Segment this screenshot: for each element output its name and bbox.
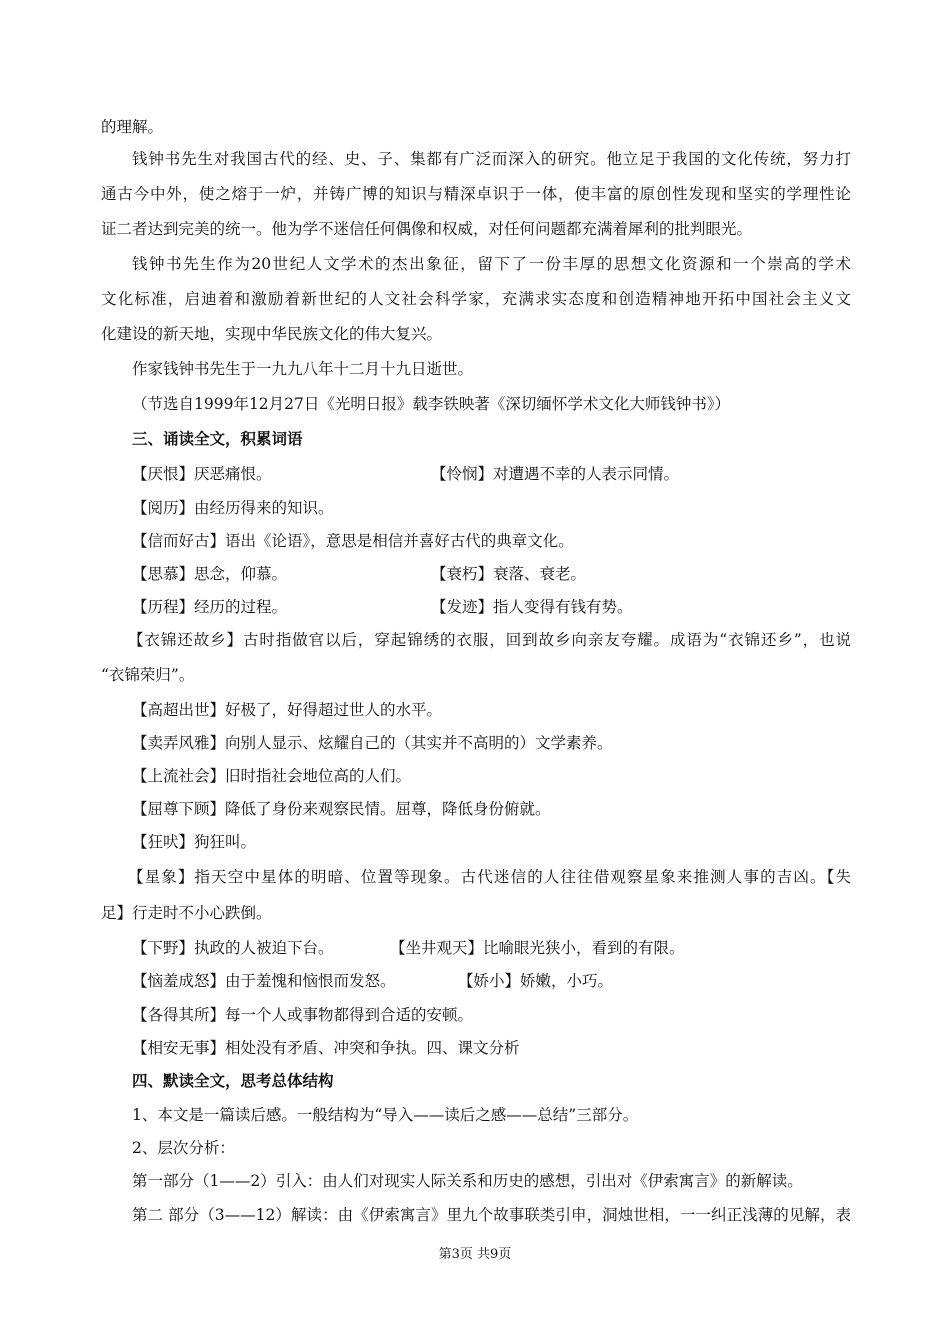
vocab-entry: 【阅历】由经历得来的知识。: [132, 499, 334, 517]
paragraph-line: 钱钟书先生对我国古代的经、史、子、集都有广泛而深入的研究。他立足于我国的文化传统，努力打: [132, 150, 851, 168]
vocab-entry: 【屈尊下顾】降低了身份来观察民情。屈尊，降低身份俯就。: [132, 800, 551, 818]
paragraph-line: 的理解。: [101, 118, 164, 136]
vocab-entry: 【上流社会】旧时指社会地位高的人们。: [132, 767, 412, 785]
vocab-entry: 【狂吠】狗狂叫。: [132, 833, 257, 851]
vocab-entry: 【厌恨】厌恶痛恨。: [132, 465, 272, 483]
paragraph-line: 化建设的新天地，实现中华民族文化的伟大复兴。: [101, 325, 443, 343]
vocab-entry: 【卖弄风雅】向别人显示、炫耀自己的（其实并不高明的）文学素养。: [132, 734, 613, 752]
vocab-entry: 【恼羞成怒】由于羞愧和恼恨而发怒。: [132, 972, 396, 990]
list-item: 第二 部分（3——12）解读：由《伊索寓言》里九个故事联类引申，洞烛世相，一一纠正浅薄的见解，表: [132, 1206, 851, 1224]
vocab-entry: 【怜悯】对遭遇不幸的人表示同情。: [431, 465, 680, 483]
paragraph-line: 文化标准，启迪着和激励着新世纪的人文社会科学家，充满求实态度和创造精神地开拓中国社会主义文: [101, 290, 851, 308]
source-citation: （节选自1999年12月27日《光明日报》载李铁映著《深切缅怀学术文化大师钱钟书》）: [132, 395, 731, 413]
section-heading: 四、默读全文，思考总体结构: [132, 1071, 334, 1090]
vocab-entry: “衣锦荣归”。: [101, 666, 195, 684]
list-item: 第一部分（1——2）引入：由人们对现实人际关系和历史的感想，引出对《伊索寓言》的新解读。: [132, 1172, 803, 1190]
paragraph-line: 证二者达到完美的统一。他为学不迷信任何偶像和权威，对任何问题都充满着犀利的批判眼光。: [101, 220, 753, 238]
vocab-entry: 【娇小】娇嫩，小巧。: [458, 972, 614, 990]
paragraph-line: 作家钱钟书先生于一九九八年十二月十九日逝世。: [132, 360, 474, 378]
list-item: 2、层次分析：: [132, 1139, 235, 1157]
vocab-entry: 【历程】经历的过程。: [132, 598, 288, 616]
paragraph-line: 钱钟书先生作为20世纪人文学术的杰出象征，留下了一份丰厚的思想文化资源和一个崇高的学术: [132, 255, 851, 273]
vocab-entry: 【衣锦还故乡】古时指做官以后，穿起锦绣的衣服，回到故乡向亲友夸耀。成语为“衣锦还乡”，也说: [128, 631, 851, 649]
vocab-entry: 【发迹】指人变得有钱有势。: [431, 598, 633, 616]
vocab-entry: 【思慕】思念，仰慕。: [132, 565, 288, 583]
section-heading: 三、诵读全文，积累词语: [132, 429, 303, 448]
vocab-entry: 足】行走时不小心跌倒。: [101, 904, 272, 922]
vocab-entry: 【下野】执政的人被迫下台。: [132, 939, 334, 957]
vocab-entry: 【高超出世】好极了，好得超过世人的水平。: [132, 701, 443, 719]
paragraph-line: 通古今中外，使之熔于一炉，并铸广博的知识与精深卓识于一体，使丰富的原创性发现和坚实的学理性论: [101, 185, 851, 203]
vocab-entry: 【信而好古】语出《论语》，意思是相信并喜好古代的典章文化。: [132, 532, 574, 550]
page-number: 第3页 共9页: [438, 1247, 512, 1262]
vocab-entry: 【星象】指天空中星体的明暗、位置等现象。古代迷信的人往往借观察星象来推测人事的吉凶。【失: [128, 868, 851, 886]
vocab-entry: 【衰朽】衰落、衰老。: [431, 565, 587, 583]
list-item: 1、本文是一篇读后感。一般结构为“导入——读后之感——总结”三部分。: [132, 1106, 639, 1124]
vocab-entry: 【各得其所】每一个人或事物都得到合适的安顿。: [132, 1006, 474, 1024]
vocab-entry: 【相安无事】相处没有矛盾、冲突和争执。四、课文分析: [132, 1039, 520, 1057]
vocab-entry: 【坐井观天】比喻眼光狭小，看到的有限。: [390, 939, 685, 957]
